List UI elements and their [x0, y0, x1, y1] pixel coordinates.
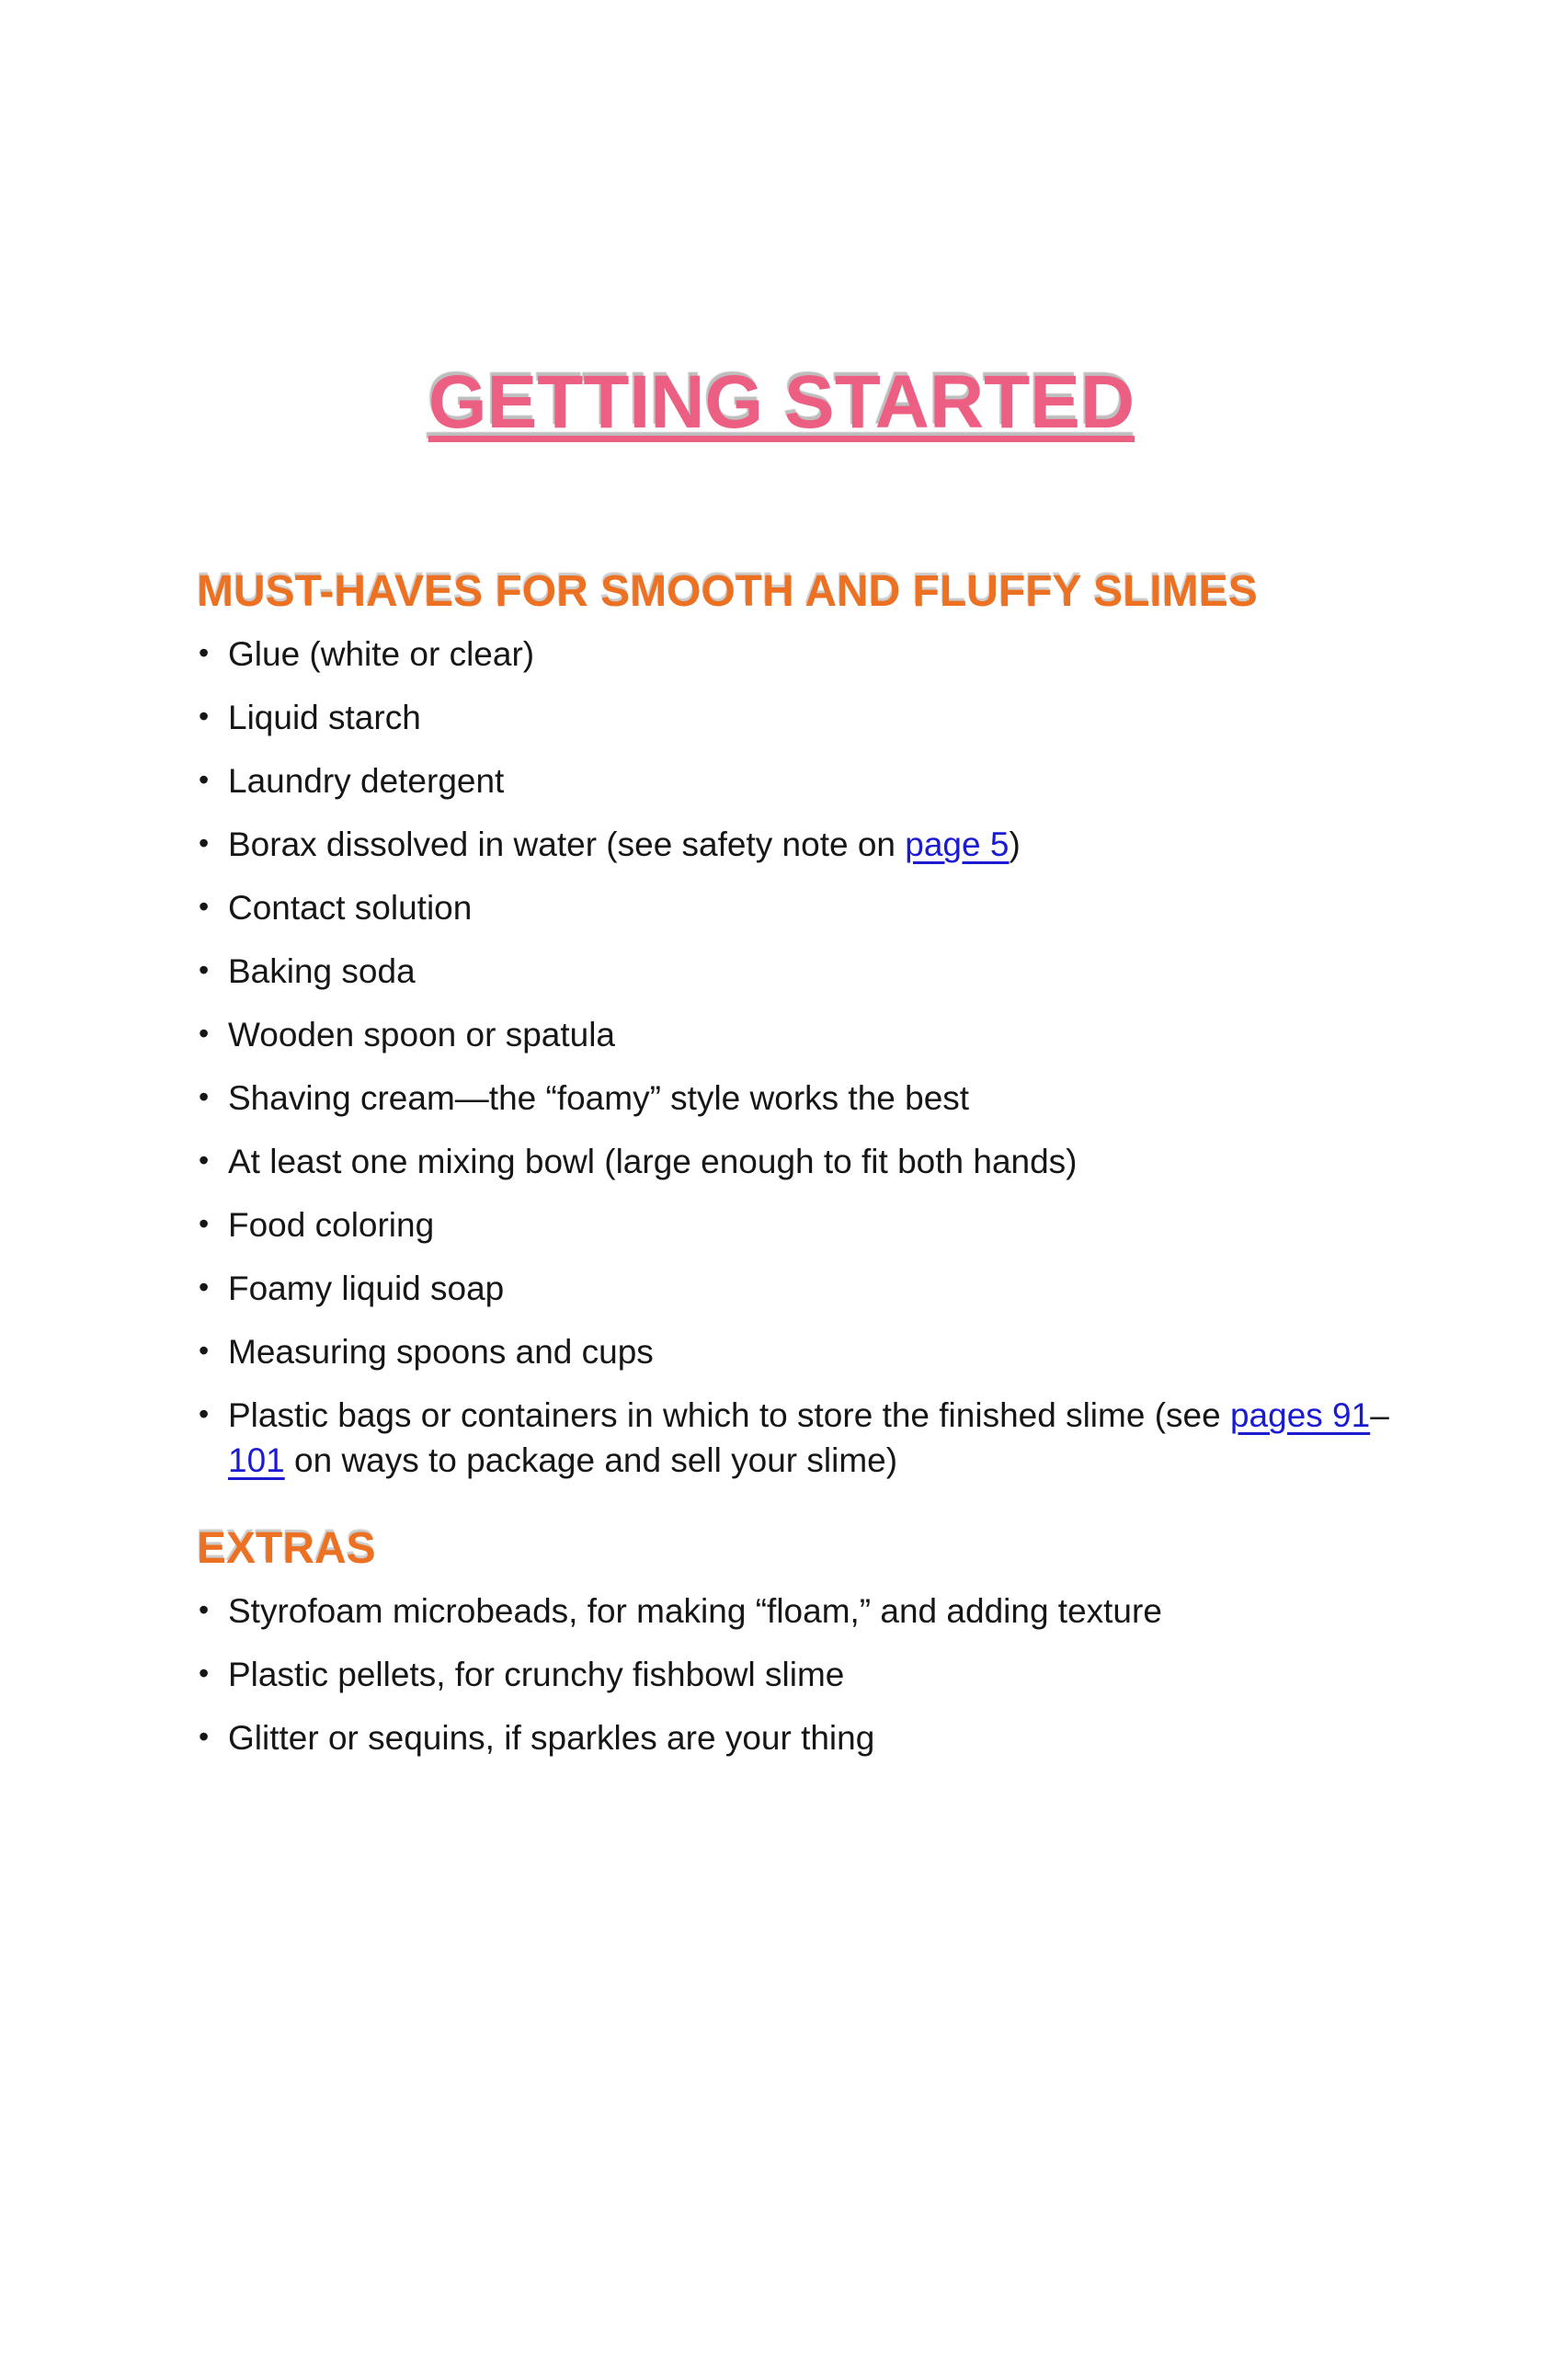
- list-item-text: [228, 952, 416, 990]
- list-item: [197, 1329, 1398, 1374]
- bullet-icon: •: [199, 635, 210, 669]
- list-item-text: [228, 1719, 874, 1757]
- text-segment: Glitter or sequins, if sparkles are your thing: [228, 1718, 875, 1757]
- section-extras: [0, 1522, 1563, 1760]
- bullet-icon: •: [199, 952, 210, 986]
- list-item: [197, 1202, 1398, 1247]
- list-item: [197, 885, 1398, 930]
- text-segment: Shaving cream—the “foamy” style works the best: [228, 1078, 970, 1117]
- list-item: [197, 632, 1398, 677]
- list-item-text: [228, 1079, 969, 1117]
- bullet-icon: •: [199, 1333, 210, 1367]
- text-segment: ): [1009, 825, 1021, 863]
- text-segment: Styrofoam microbeads, for making “floam,” and adding texture: [228, 1591, 1162, 1630]
- bullet-list-must-haves: [197, 632, 1398, 1483]
- list-item-text: [228, 1592, 1162, 1630]
- section-heading-must-haves: MUST-HAVES FOR SMOOTH AND FLUFFY SLIMES: [197, 567, 1258, 617]
- list-item-text: [228, 1143, 1078, 1180]
- text-segment: Glue (white or clear): [228, 634, 535, 673]
- text-segment: At least one mixing bowl (large enough to fit both hands): [228, 1142, 1078, 1180]
- bullet-list-extras: [197, 1589, 1398, 1760]
- text-segment: Foamy liquid soap: [228, 1269, 505, 1307]
- list-item: [197, 1715, 1398, 1760]
- list-item: [197, 1652, 1398, 1697]
- bullet-icon: •: [199, 889, 210, 923]
- section-heading-extras: EXTRAS: [197, 1523, 376, 1573]
- bullet-icon: •: [199, 1206, 210, 1240]
- list-item-text: [228, 889, 472, 927]
- bullet-icon: •: [199, 1079, 210, 1113]
- text-segment: Food coloring: [228, 1205, 435, 1244]
- list-item-text: [228, 699, 421, 736]
- section-must-haves: [0, 565, 1563, 1483]
- list-item: [197, 1589, 1398, 1634]
- list-item-text: [228, 762, 504, 800]
- bullet-icon: •: [199, 1592, 210, 1626]
- pages-101-link[interactable]: 101: [228, 1441, 285, 1479]
- list-item-text: [228, 1016, 615, 1053]
- bullet-icon: •: [199, 762, 210, 796]
- text-segment: Liquid starch: [228, 698, 421, 736]
- text-segment: Laundry detergent: [228, 761, 505, 800]
- list-item: [197, 822, 1398, 867]
- page-5-link[interactable]: page 5: [905, 825, 1010, 863]
- chapter-title: [0, 358, 1563, 448]
- list-item: [197, 758, 1398, 803]
- text-segment: Wooden spoon or spatula: [228, 1015, 616, 1053]
- bullet-icon: •: [199, 826, 210, 860]
- list-item-text: [228, 1270, 504, 1307]
- text-segment: on ways to package and sell your slime): [284, 1441, 898, 1479]
- bullet-icon: •: [199, 1270, 210, 1304]
- list-item-text: [228, 826, 1021, 863]
- list-item: [197, 1393, 1398, 1483]
- list-item: [197, 1012, 1398, 1057]
- bullet-icon: •: [199, 1719, 210, 1753]
- ebook-page: [0, 358, 1563, 2380]
- list-item-text: [228, 1206, 434, 1244]
- list-item-text: [228, 635, 534, 673]
- bullet-icon: •: [199, 1656, 210, 1690]
- list-item: [197, 949, 1398, 994]
- text-segment: Borax dissolved in water (see safety note on: [228, 825, 906, 863]
- text-segment: –: [1370, 1395, 1389, 1434]
- list-item-text: [228, 1333, 654, 1371]
- list-item-text: [228, 1656, 844, 1693]
- text-segment: Baking soda: [228, 951, 416, 990]
- list-item: [197, 1076, 1398, 1121]
- text-segment: Measuring spoons and cups: [228, 1332, 654, 1371]
- text-segment: Plastic pellets, for crunchy fishbowl slime: [228, 1655, 845, 1693]
- list-item-text: [228, 1396, 1389, 1479]
- text-segment: Contact solution: [228, 888, 473, 927]
- list-item: [197, 695, 1398, 740]
- chapter-title-text: GETTING STARTED: [428, 360, 1135, 444]
- list-item: [197, 1266, 1398, 1311]
- list-item: [197, 1139, 1398, 1184]
- text-segment: Plastic bags or containers in which to store the finished slime (see: [228, 1395, 1230, 1434]
- bullet-icon: •: [199, 1016, 210, 1050]
- bullet-icon: •: [199, 1143, 210, 1177]
- page-content: [0, 565, 1563, 1759]
- pages-91-link[interactable]: pages 91: [1229, 1395, 1371, 1434]
- bullet-icon: •: [199, 699, 210, 733]
- bullet-icon: •: [199, 1396, 210, 1430]
